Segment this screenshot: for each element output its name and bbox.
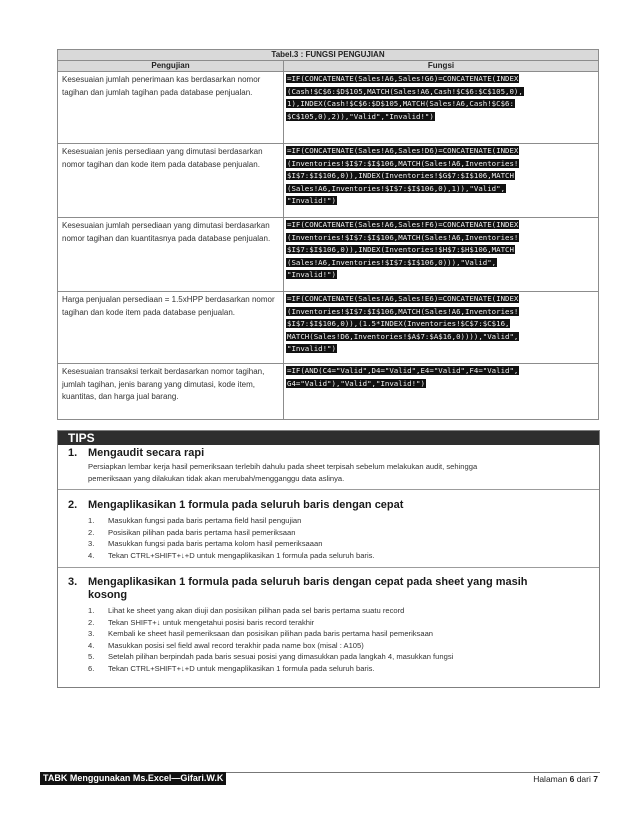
test-description: Kesesuaian jenis persediaan yang dimutasi berdasarkan nomor tagihan dan kode item pada database penjualan. — [58, 144, 284, 218]
divider — [58, 567, 599, 568]
formula-code: =IF(CONCATENATE(Sales!A6,Sales!D6)=CONCATENATE(INDEX (Inventories!$I$7:$I$106,MATCH(Sales!A6,Inventories! $I$7:$I$106,0)),INDEX(Inventories!$G$7:$I$106,MATCH (Sales!A6,Inventories!$I$7:$I$106,0),1)),"Valid", "Invalid!") — [287, 146, 519, 205]
function-table — [57, 49, 599, 420]
list-item: 1. Lihat ke sheet yang akan diuji dan posisikan pilihan pada sel baris pertama suatu record — [88, 606, 405, 615]
list-item: 3. Masukkan fungsi pada baris pertama kolom hasil pemeriksaaan — [88, 539, 323, 548]
list-item: 1. Masukkan fungsi pada baris pertama field hasil pengujian — [88, 516, 302, 525]
formula-code: =IF(AND(C4="Valid",D4="Valid",E4="Valid",F4="Valid", G4="Valid"),"Valid","Invalid!") — [287, 366, 519, 388]
tip-steps-2 — [88, 515, 588, 561]
test-description: Kesesuaian jumlah penerimaan kas berdasarkan nomor tagihan dan jumlah tagihan pada database penjualan. — [58, 72, 284, 144]
table-row — [58, 72, 599, 144]
list-item: 6. Tekan CTRL+SHIFT+↓+D untuk mengaplikasikan 1 formula pada seluruh baris. — [88, 663, 375, 673]
formula-code: =IF(CONCATENATE(Sales!A6,Sales!F6)=CONCATENATE(INDEX (Inventories!$I$7:$I$106,MATCH(Sales!A6,Inventories! $I$7:$I$106,0)),INDEX(Inventories!$H$7:$H$106,MATCH (Sales!A6,Inventories!$I$7:$I$106,0))),"Valid", "Invalid!") — [287, 220, 519, 279]
formula-code: =IF(CONCATENATE(Sales!A6,Sales!E6)=CONCATENATE(INDEX (Inventories!$I$7:$I$106,MATCH(Sales!A6,Inventories! $I$7:$I$106,0)),(1.5*INDEX(Inventories!$C$7:$C$16, MATCH(Sales!D6,Inventories!$A$7:$A$16,0)))),"Valid", "Invalid!") — [287, 294, 519, 353]
tips-heading: TIPS — [58, 431, 599, 445]
list-item: 4. Tekan CTRL+SHIFT+↓+D untuk mengaplikasikan 1 formula pada seluruh baris. — [88, 550, 375, 560]
list-item: 5. Setelah pilihan berpindah pada baris sesuai posisi yang dimasukkan pada langkah 4, masukkan fungsi — [88, 652, 454, 661]
table-row — [58, 292, 599, 364]
column-header-pengujian: Pengujian — [58, 61, 284, 72]
list-item: 3. Kembali ke sheet hasil pemeriksaan dan posisikan pilihan pada baris pertama hasil pemeriksaan — [88, 629, 434, 638]
tip-title-1: 1. Mengaudit secara rapi — [68, 447, 205, 459]
table-row — [58, 364, 599, 420]
tip-steps-3 — [88, 605, 588, 674]
divider — [58, 489, 599, 490]
tip-title-2: 2. Mengaplikasikan 1 formula pada seluruh baris dengan cepat — [68, 499, 404, 511]
table-row — [58, 218, 599, 292]
test-description: Kesesuaian jumlah persediaan yang dimutasi berdasarkan nomor tagihan dan kuantitasnya pada database penjualan. — [58, 218, 284, 292]
page-number: Halaman 6 dari 7 — [533, 774, 598, 784]
tip-title-3: 3. Mengaplikasikan 1 formula pada seluruh baris dengan cepat pada sheet yang masih kosong — [68, 576, 528, 601]
tip-paragraph: Persiapkan lembar kerja hasil pemeriksaan terlebih dahulu pada sheet terpisah sebelum melakukan audit, sehingga pemeriksaan yang dilakukan tidak akan merubah/mengganggu data aslinya. — [88, 462, 478, 483]
table-row — [58, 144, 599, 218]
test-description: Kesesuaian transaksi terkait berdasarkan nomor tagihan, jumlah tagihan, jenis barang yang dimutasi, kode item, kuantitas, dan harga jual barang. — [58, 364, 284, 420]
test-description: Harga penjualan persediaan = 1.5xHPP berdasarkan nomor tagihan dan kode item pada database penjualan. — [58, 292, 284, 364]
list-item: 4. Masukkan posisi sel field awal record terakhir pada name box (misal : A105) — [88, 640, 364, 650]
footer-title: TABK Menggunakan Ms.Excel—Gifari.W.K — [40, 772, 226, 785]
list-item: 2. Posisikan pilihan pada baris pertama hasil pemeriksaan — [88, 527, 296, 537]
column-header-fungsi: Fungsi — [284, 61, 599, 72]
tips-box — [57, 430, 600, 688]
formula-code: =IF(CONCATENATE(Sales!A6,Sales!G6)=CONCATENATE(INDEX (Cash!$C$6:$D$105,MATCH(Sales!A6,Cash!$C$6:$C$105,0), 1),INDEX(Cash!$C$6:$D$105,MATCH(Sales!A6,Cash!$C$6: $C$105,0),2)),"Valid","Invalid!") — [287, 74, 523, 121]
list-item: 2. Tekan SHIFT+↓ untuk mengetahui posisi baris record terakhir — [88, 617, 315, 627]
table-caption: Tabel.3 : FUNGSI PENGUJIAN — [58, 50, 599, 61]
